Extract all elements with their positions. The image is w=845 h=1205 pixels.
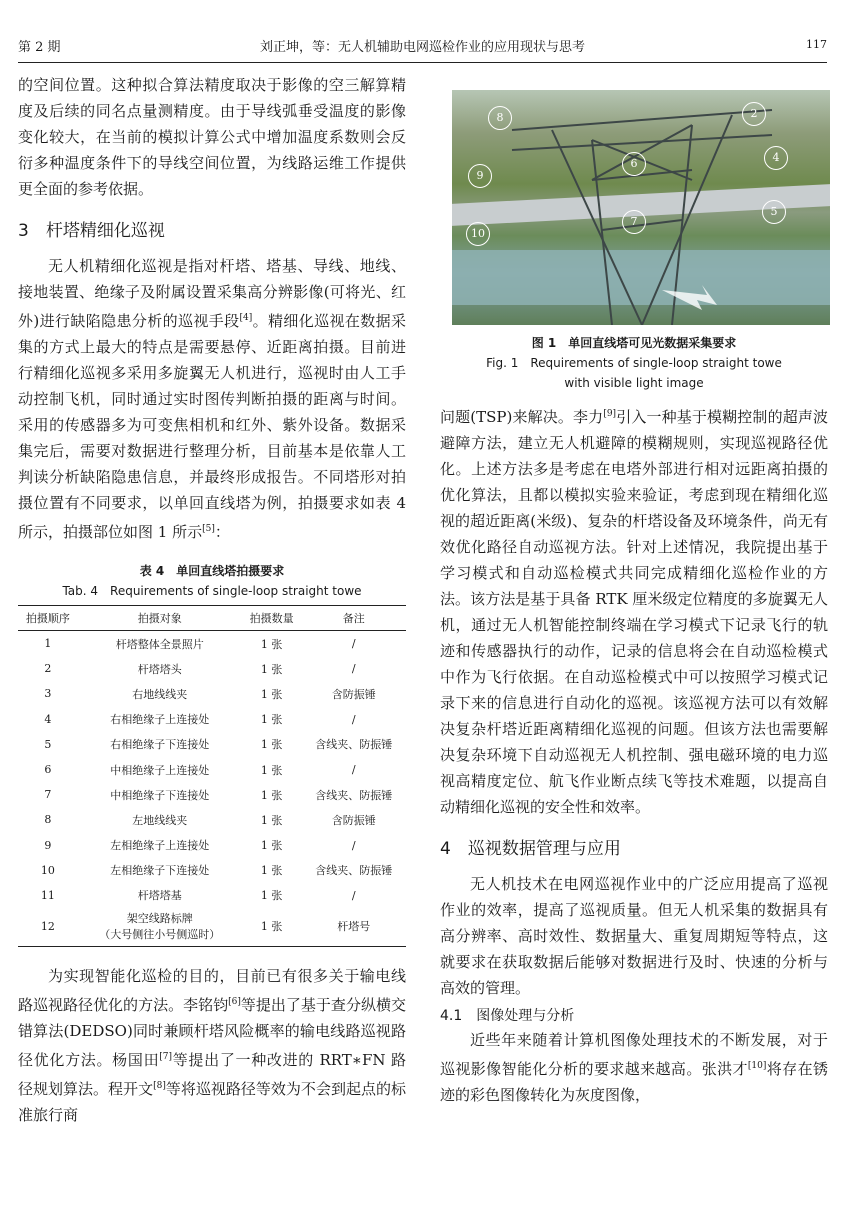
figure-caption bbox=[440, 333, 828, 393]
photo-label-7: 7 bbox=[622, 210, 646, 234]
left-column bbox=[18, 72, 406, 1128]
table-row bbox=[18, 631, 406, 657]
table-cell: 架空线路标牌 （大号侧往小号侧巡时） bbox=[78, 908, 242, 947]
table-row bbox=[18, 732, 406, 757]
table-cell: 1 张 bbox=[260, 839, 283, 853]
table-cell: 1 张 bbox=[260, 813, 283, 827]
section-3-heading: 3 杆塔精细化巡视 bbox=[18, 221, 165, 241]
table-cell: 右地线线夹 bbox=[132, 687, 188, 701]
photo-label-5: 5 bbox=[762, 200, 786, 224]
table-cell: 1 bbox=[44, 637, 52, 651]
table-cell: 含线夹、防振锤 bbox=[315, 864, 393, 878]
paragraph-1: 的空间位置。这种拟合算法精度取决于影像的空三解算精度及后续的同名点量测精度。由于导线弧垂受温度的影像变化较大，在当前的模拟计算公式中增加温度系数则会反衍多种温度条件下的导线空间位置，为线路运维工作提供更全面的参考依据。 bbox=[18, 76, 406, 198]
table-cell: 1 张 bbox=[260, 763, 283, 777]
table-cell: 左相绝缘子下连接处 bbox=[110, 864, 210, 878]
table-caption bbox=[18, 561, 406, 601]
table-cell: 杆塔塔基 bbox=[137, 889, 182, 903]
table-row bbox=[18, 656, 406, 681]
table-cell: 中相绝缘子下连接处 bbox=[110, 788, 210, 802]
table-cell: / bbox=[351, 888, 356, 902]
table-row bbox=[18, 707, 406, 732]
table-cell: 4 bbox=[44, 712, 52, 726]
table-caption-cn: 表 4 单回直线塔拍摄要求 bbox=[139, 564, 285, 578]
table-cell: 杆塔塔头 bbox=[137, 662, 182, 676]
table-cell: 1 张 bbox=[260, 738, 283, 752]
table-cell: 右相绝缘子上连接处 bbox=[110, 713, 210, 727]
table-cell: 含线夹、防振锤 bbox=[315, 788, 393, 802]
table-cell: 杆塔号 bbox=[302, 908, 406, 947]
table-cell: 1 张 bbox=[260, 637, 283, 651]
table-cell: 3 bbox=[44, 687, 52, 701]
table-cell: / bbox=[351, 662, 356, 676]
table-row bbox=[18, 908, 406, 947]
table-row bbox=[18, 833, 406, 858]
table-cell: 左地线线夹 bbox=[132, 813, 188, 827]
table-cell: 1 张 bbox=[260, 662, 283, 676]
paragraph-3: 为实现智能化巡检的目的，目前已有很多关于输电线路巡视路径优化的方法。李铭钧[6]等提出了基于查分纵横交错算法(DEDSO)同时兼顾杆塔风险概率的输电线路巡视路径优化方法。杨国田[7]等提出了一种改进的 RRT∗FN 路径规划算法。程开文[8]等将巡视路径等效为不会到起点的标准旅行商 bbox=[18, 967, 406, 1125]
table-caption-en: Tab. 4 Requirements of single-loop straight towe bbox=[62, 584, 362, 598]
table-row bbox=[18, 681, 406, 706]
table-cell: 12 bbox=[18, 908, 78, 947]
photo-label-6: 6 bbox=[622, 152, 646, 176]
paragraph-6: 近些年来随着计算机图像处理技术的不断发展，对于巡视影像智能化分析的要求越来越高。张洪才[10]将存在锈迹的彩色图像转化为灰度图像， bbox=[440, 1031, 828, 1104]
page-number: 117 bbox=[806, 38, 827, 51]
photo-label-8: 8 bbox=[488, 106, 512, 130]
table-cell: / bbox=[351, 763, 356, 777]
table-cell: 左相绝缘子上连接处 bbox=[110, 839, 210, 853]
table-row bbox=[18, 858, 406, 883]
table-cell: 5 bbox=[44, 737, 52, 751]
paragraph-4: 问题(TSP)来解决。李力[9]引入一种基于模糊控制的超声波避障方法，建立无人机避障的模糊规则，实现巡视路径优化。上述方法多是考虑在电塔外部进行相对远距离拍摄的优化算法，且都以模拟实验来验证，考虑到现在精细化巡视的超近距离(米级)、复杂的杆塔设备及环境条件，尚无有效优化路径自动巡视方法。针对上述情况，我院提出基于学习模式和自动巡检模式共同完成精细化巡检作业的方法。该方法是基于具备 RTK 厘米级定位精度的多旋翼无人机，通过无人机智能控制终端在学习模式下记录飞行的轨迹和传感器执行的动作，记录的信息将会在自动巡检模式中作为飞行依据。在自动巡检模式中可以按照学习模式记录下来的信息进行自动化的巡视。该巡视方法可以有效解决复杂杆塔近距离精细化巡视的问题。但该方法也需要解决复杂环境下自动巡视无人机控制、强电磁环境的电力巡视高精度定位、航飞作业断点续飞等技术难题，以提高自动精细化巡视的安全性和效率。 bbox=[440, 408, 828, 816]
figure-caption-en-1: Fig. 1 Requirements of single-loop straight towe bbox=[486, 356, 782, 370]
running-header bbox=[18, 32, 827, 60]
paragraph-5: 无人机技术在电网巡视作业中的广泛应用提高了巡视作业的效率，提高了巡视质量。但无人机采集的数据具有高分辨率、高时效性、数据量大、重复周期短等特点，这就要求在获取数据后能够对数据进行及时、快速的分析与高效的管理。 bbox=[440, 875, 828, 997]
photo-label-2: 2 bbox=[742, 102, 766, 126]
table-cell: 含线夹、防振锤 bbox=[315, 738, 393, 752]
table-cell: 8 bbox=[44, 813, 52, 827]
table-cell: 杆塔整体全景照片 bbox=[115, 637, 204, 651]
table-cell: 1 张 bbox=[260, 889, 283, 903]
header-rule bbox=[18, 62, 827, 63]
tower-photo bbox=[452, 90, 830, 325]
transmission-tower-drawing bbox=[492, 90, 792, 325]
table-cell: 9 bbox=[44, 838, 52, 852]
right-column bbox=[440, 90, 828, 1108]
table-cell: 11 bbox=[40, 888, 55, 902]
section-4-heading: 4 巡视数据管理与应用 bbox=[440, 839, 621, 859]
table-header-cell: 拍摄顺序 bbox=[18, 606, 78, 631]
table-row bbox=[18, 782, 406, 807]
table-cell: 1 张 bbox=[242, 908, 302, 947]
table-cell: 1 张 bbox=[260, 713, 283, 727]
photo-label-9: 9 bbox=[468, 164, 492, 188]
table-header-cell: 备注 bbox=[302, 606, 406, 631]
issue-label: 第 2 期 bbox=[18, 40, 61, 55]
table-cell: 10 bbox=[40, 863, 55, 877]
paragraph-2: 无人机精细化巡视是指对杆塔、塔基、导线、地线、接地装置、绝缘子及附属设置采集高分辨影像(可将光、红外)进行缺陷隐患分析的巡视手段[4]。精细化巡视在数据采集的方式上最大的特点是需要悬停、近距离拍摄。目前进行精细化巡视多采用多旋翼无人机进行，巡视时由人工手动控制飞机，同时通过实时图传判断拍摄的距离与时间。采用的传感器多为可变焦相机和红外、紫外设备。数据采集完后，需要对数据进行整理分析，目前基本是依靠人工判读分析缺陷隐患信息，并最终形成报告。不同塔形对拍摄位置有不同要求，以单回直线塔为例，拍摄要求如表 4 所示，拍摄部位如图 1 所示[5]： bbox=[18, 257, 406, 541]
requirements-table bbox=[18, 605, 406, 947]
table-cell: 中相绝缘子上连接处 bbox=[110, 763, 210, 777]
section-4-1-heading: 4.1 图像处理与分析 bbox=[440, 1008, 575, 1024]
table-row bbox=[18, 807, 406, 832]
table-cell: / bbox=[351, 712, 356, 726]
table-header-cell: 拍摄数量 bbox=[242, 606, 302, 631]
table-cell: 1 张 bbox=[260, 788, 283, 802]
table-row bbox=[18, 757, 406, 782]
table-cell: 6 bbox=[44, 763, 52, 777]
table-cell: / bbox=[351, 637, 356, 651]
table-cell: 含防振锤 bbox=[331, 813, 376, 827]
table-row bbox=[18, 883, 406, 908]
table-cell: 2 bbox=[44, 662, 52, 676]
table-cell: 1 张 bbox=[260, 687, 283, 701]
table-cell: 含防振锤 bbox=[331, 687, 376, 701]
figure-caption-en-2: with visible light image bbox=[564, 376, 704, 390]
figure-caption-cn: 图 1 单回直线塔可见光数据采集要求 bbox=[531, 336, 737, 350]
table-cell: 1 张 bbox=[260, 864, 283, 878]
running-title: 刘正坤，等：无人机辅助电网巡检作业的应用现状与思考 bbox=[259, 40, 585, 55]
photo-label-4: 4 bbox=[764, 146, 788, 170]
table-cell: 右相绝缘子下连接处 bbox=[110, 738, 210, 752]
table-header-cell: 拍摄对象 bbox=[78, 606, 242, 631]
table-cell: 7 bbox=[44, 788, 52, 802]
photo-label-10: 10 bbox=[466, 222, 490, 246]
table-cell: / bbox=[351, 838, 356, 852]
